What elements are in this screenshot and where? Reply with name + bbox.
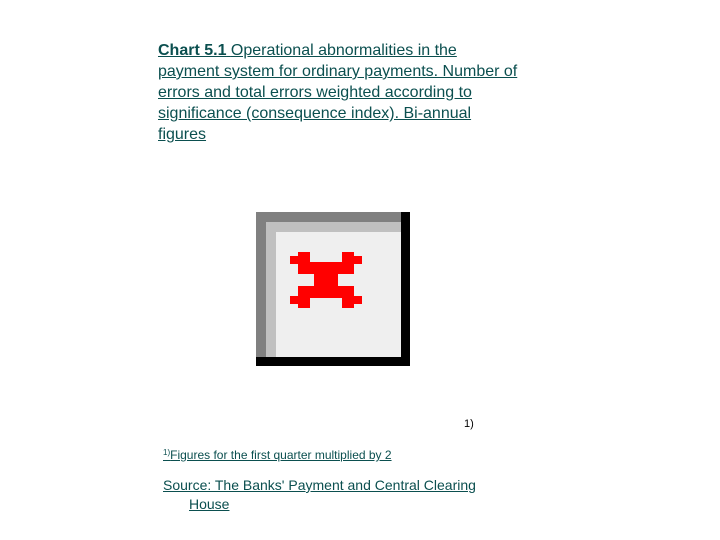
footnote-marker: 1) xyxy=(464,418,474,430)
footnote xyxy=(163,448,392,462)
footnote-sup: 1) xyxy=(163,448,171,457)
source-note xyxy=(163,476,533,514)
footnote-text: Figures for the first quarter multiplied by 2 xyxy=(170,448,392,462)
broken-image-icon xyxy=(290,252,362,308)
chart-title xyxy=(158,40,518,145)
chart-number: Chart 5.1 xyxy=(158,42,227,59)
source-line-1: Source: The Banks' Payment and Central Clearing xyxy=(163,477,476,493)
source-line-2: House xyxy=(189,496,230,512)
broken-image-placeholder xyxy=(256,212,410,366)
chart-title-text: Operational abnormalities in the payment system for ordinary payments. Number of errors and total errors weighted according to significance (consequence index). Bi-annual figures xyxy=(158,42,518,143)
